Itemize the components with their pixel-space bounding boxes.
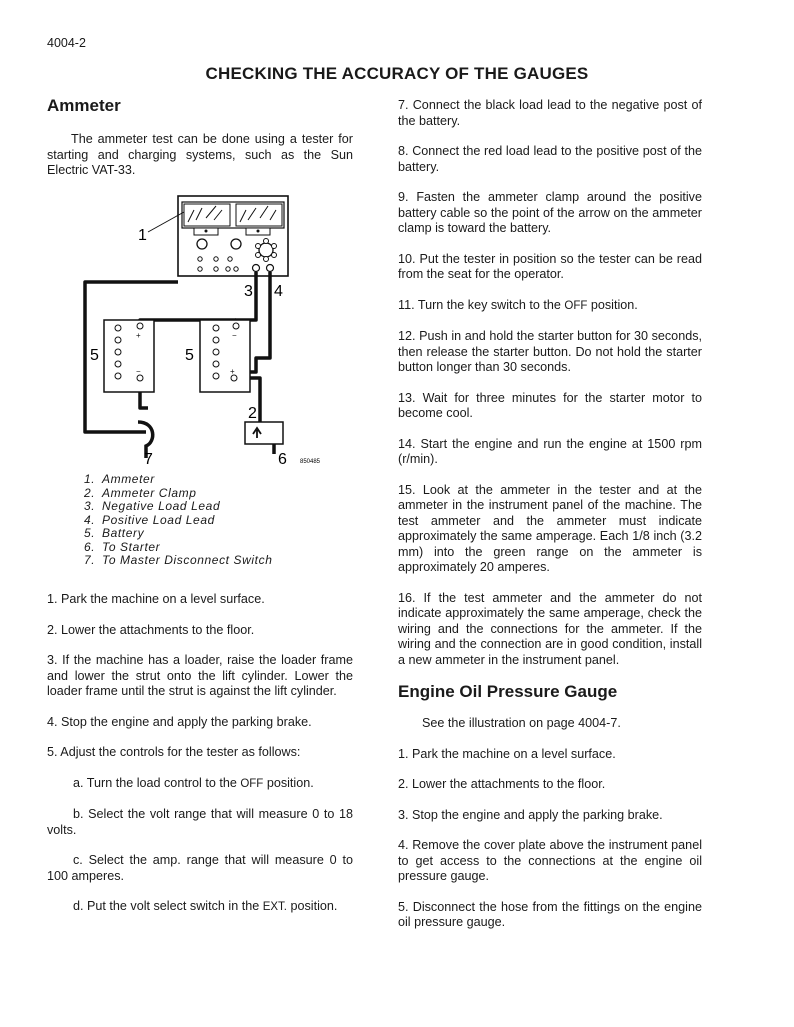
oil-step-2: 2. Lower the attachments to the floor. [398, 777, 606, 791]
voltmeter-meter [236, 204, 282, 226]
legend-item: 5. Battery [84, 526, 145, 540]
ammeter-intro: The ammeter test can be done using a tester for starting and charging systems, such as the Sun Electric VAT-33. [47, 132, 353, 177]
tester-unit [178, 196, 288, 276]
page-number: 4004-2 [47, 36, 86, 50]
step-2: 2. Lower the attachments to the floor. [47, 622, 255, 637]
callout-3: 3 [244, 283, 253, 300]
battery-right [200, 320, 250, 392]
legend-item: 7. To Master Disconnect Switch [84, 553, 273, 567]
battery-left [104, 320, 154, 392]
ammeter-meter [184, 204, 230, 226]
legend-item: 3. Negative Load Lead [84, 499, 221, 513]
step-5: 5. Adjust the controls for the tester as follows: [47, 745, 301, 759]
figure-code: 850485 [300, 459, 321, 465]
step-16: 16. If the test ammeter and the ammeter do not indicate approximately the same amperage, check the wiring and the connections for the ammeter. If the wiring and the connection are in good condition, install a new ammeter in the instrument panel. [398, 590, 702, 667]
legend-item: 2. Ammeter Clamp [84, 485, 197, 500]
callout-4: 4 [274, 283, 283, 300]
oil-step-1: 1. Park the machine on a level surface. [398, 746, 616, 761]
figure-legend [84, 473, 344, 568]
wiring-diagram [60, 188, 350, 473]
step-13: 13. Wait for three minutes for the starter motor to become cool. [398, 390, 702, 420]
callout-1: 1 [138, 227, 147, 244]
oil-step-5: 5. Disconnect the hose from the fittings on the engine oil pressure gauge. [398, 899, 702, 929]
step-9: 9. Fasten the ammeter clamp around the positive battery cable so the point of the arrow on the ammeter clamp is toward the battery. [398, 190, 702, 235]
ammeter-heading: Ammeter [47, 96, 121, 115]
legend-item: 4. Positive Load Lead [84, 512, 215, 527]
step-11: 11. Turn the key switch to the OFF position. [398, 297, 638, 312]
step-14: 14. Start the engine and run the engine at 1500 rpm (r/min). [398, 436, 702, 466]
left-column [47, 96, 353, 179]
step-4: 4. Stop the engine and apply the parking brake. [47, 714, 312, 729]
ammeter-clamp [245, 422, 283, 444]
step-3: 3. If the machine has a loader, raise the loader frame and lower the strut onto the lift cylinder. Lower the loader frame until the strut is against the lift cylinder. [47, 653, 353, 698]
right-column [398, 98, 702, 931]
left-steps [47, 592, 353, 916]
step-7: 7. Connect the black load lead to the negative post of the battery. [398, 98, 702, 128]
callout-2: 2 [248, 405, 257, 422]
callout-7: 7 [144, 451, 153, 468]
svg-text:+: + [230, 367, 235, 376]
legend-item: 1. Ammeter [84, 472, 155, 486]
step-10: 10. Put the tester in position so the tester can be read from the seat for the operator. [398, 251, 702, 281]
legend-item: 6. To Starter [84, 539, 161, 554]
page-title: CHECKING THE ACCURACY OF THE GAUGES [205, 64, 589, 83]
callout-5-left: 5 [90, 347, 99, 364]
step-5d: d. Put the volt select switch in the EXT. position. [73, 899, 338, 913]
step-8: 8. Connect the red load lead to the positive post of the battery. [398, 144, 702, 174]
svg-text:−: − [136, 367, 141, 376]
oil-gauge-intro: See the illustration on page 4004-7. [422, 716, 621, 730]
oil-step-3: 3. Stop the engine and apply the parking brake. [398, 807, 663, 822]
step-1: 1. Park the machine on a level surface. [47, 592, 265, 606]
step-15: 15. Look at the ammeter in the tester and at the ammeter in the instrument panel of the machine. The test ammeter and the ammeter must indicate approximately the same amperage. Each 1/8 inch (3.2 mm) into the green range on the ammeter is approximately 20 amperes. [398, 482, 702, 574]
step-12: 12. Push in and hold the starter button for 30 seconds, then release the starter button. Do not hold the starter button longer than 30 seconds. [398, 329, 702, 374]
step-5c: c. Select the amp. range that will measure 0 to 100 amperes. [47, 853, 353, 883]
svg-text:−: − [232, 331, 237, 340]
svg-text:+: + [136, 331, 141, 340]
callout-6: 6 [278, 451, 287, 468]
oil-gauge-heading: Engine Oil Pressure Gauge [398, 682, 618, 701]
step-5b: b. Select the volt range that will measure 0 to 18 volts. [47, 807, 353, 837]
step-5a: a. Turn the load control to the OFF position. [73, 775, 314, 790]
callout-5-right: 5 [185, 347, 194, 364]
oil-step-4: 4. Remove the cover plate above the instrument panel to get access to the connections at the engine oil pressure gauge. [398, 838, 702, 883]
